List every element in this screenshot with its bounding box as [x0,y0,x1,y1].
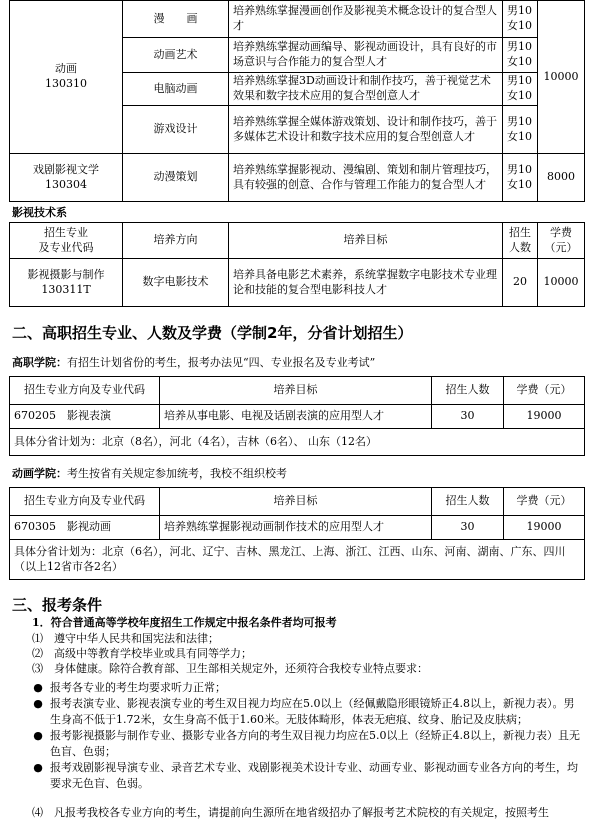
fee-cell: 10000 [538,1,585,154]
condition-heading: 1．符合普通高等学校年度招生工作规定中报名条件者均可报考 [32,616,337,629]
column-header: 招生人数 [432,377,504,405]
film-tech-table [9,222,585,307]
college-note-text: 有招生计划省份的考生，报考办法见“四、专业报名及专业考试” [67,356,376,369]
item-text: 遵守中华人民共和国宪法和法律； [54,632,219,645]
column-header: 招生专业方向及专业代码 [10,377,160,405]
goal-cell: 培养熟练掌握动画编导、影视动画设计，具有良好的市场意识与合作能力的复合型人才 [229,38,503,73]
list-item [32,696,584,728]
major-cell: 动画 130310 [10,1,123,154]
column-header: 学费（元） [504,377,585,405]
code-cell: 670305 影视动画 [10,516,160,540]
goal-cell: 培养熟练掌握全媒体游戏策划、设计和制作技巧，善于多媒体艺术设计和数字技术应用的复合型创意人才 [229,106,503,154]
count-cell: 20 [503,259,538,307]
table-row [10,1,585,38]
college-label: 高职学院： [12,356,67,369]
section-title: 三、报考条件 [12,596,103,614]
table-header-row [10,377,585,405]
college-note [12,467,287,482]
item-text: 报考各专业的考生均要求听力正常； [50,681,226,694]
major-cell: 影视摄影与制作 130311T [10,259,123,307]
table-header-row [10,488,585,516]
item-text: 报考影视摄影与制作专业、摄影专业各方向的考生双目视力均应在5.0以上（经矫正4.8以上，新视力表）且无色盲、色弱； [50,728,580,758]
table-row [10,259,585,307]
count-cell: 男10 女10 [503,38,538,73]
college-note [12,356,375,371]
plan-cell: 具体分省计划为：北京（8名），河北（4名），吉林（6名）、 山东（12名） [10,429,585,456]
list-item [32,760,584,792]
item-number: ⑵ [32,646,43,660]
list-item [32,647,584,662]
requirement-bullets [32,680,584,792]
column-header: 培养方向 [123,223,229,259]
top-major-table [9,0,585,202]
table-row [10,540,585,580]
college-label: 动画学院： [12,467,67,480]
count-cell: 男10 女10 [503,106,538,154]
direction-cell: 动画艺术 [123,38,229,73]
section-title: 二、高职招生专业、人数及学费（学制2年，分省计划招生） [12,324,413,342]
condition-list [32,632,584,677]
plan-cell: 具体分省计划为：北京（6名），河北、辽宁、吉林、黑龙江、上海、浙江、江西、山东、河南、湖南、广东、四川（以上12省市各2名） [10,540,585,580]
direction-cell: 数字电影技术 [123,259,229,307]
bullet-icon: ● [33,728,43,742]
table-row [10,154,585,202]
item-text: 高级中等教育学校毕业或具有同等学力； [54,646,252,660]
item-number: ⑷ [32,806,43,819]
table-row [10,516,585,540]
item-text: 报考戏剧影视导演专业、录音艺术专业、戏剧影视美术设计专业、动画专业、影视动画专业各方向的考生，均要求无色盲、色弱。 [50,760,578,790]
column-header: 培养目标 [229,223,503,259]
column-header: 招生专业 及专业代码 [10,223,123,259]
list-item [32,806,584,821]
gaozhi-table [9,376,585,456]
list-item [32,632,584,647]
donghua-table [9,487,585,580]
fee-cell: 10000 [538,259,585,307]
direction-cell: 游戏设计 [123,106,229,154]
item-number: ⑴ [32,632,43,645]
goal-cell: 培养熟练掌握影视动画制作技术的应用型人才 [160,516,432,540]
column-header: 招生人数 [432,488,504,516]
goal-cell: 培养熟练掌握3D动画设计和制作技巧，善于视觉艺术效果和数字技术应用的复合型创意人才 [229,73,503,106]
fee-cell: 19000 [504,516,585,540]
goal-cell: 培养具备电影艺术素养，系统掌握数字电影技术专业理论和技能的复合型电影科技人才 [229,259,503,307]
list-item [32,728,584,760]
goal-cell: 培养从事电影、电视及话剧表演的应用型人才 [160,405,432,429]
bullet-icon: ● [33,681,43,694]
table-header-row [10,223,585,259]
fee-cell: 19000 [504,405,585,429]
code-cell: 670205 影视表演 [10,405,160,429]
column-header: 招生 人数 [503,223,538,259]
count-cell: 30 [432,516,504,540]
item-text: 报考表演专业、影视表演专业的考生双目视力均应在5.0以上（经佩戴隐形眼镜矫正4.8以上，新视力表）。男生身高不低于1.72米，女生身高不低于1.60米。无肢体畸形，体表无疤痕、纹身、胎记及皮肤病； [50,696,575,726]
item-text: 凡报考我校各专业方向的考生，请提前向生源所在地省级招办了解报考艺术院校的有关规定，按照考生 [54,806,549,819]
fee-cell: 8000 [538,154,585,202]
column-header: 招生专业方向及专业代码 [10,488,160,516]
column-header: 学费 （元） [538,223,585,259]
count-cell: 男10 女10 [503,1,538,38]
bullet-icon: ● [33,760,43,774]
direction-cell: 漫 画 [123,1,229,38]
direction-cell: 电脑动画 [123,73,229,106]
goal-cell: 培养熟练掌握漫画创作及影视美术概念设计的复合型人才 [229,1,503,38]
list-item [32,662,584,677]
dept-title: 影视技术系 [12,206,67,219]
goal-cell: 培养熟练掌握影视动、漫编剧、策划和制片管理技巧，具有较强的创意、合作与管理工作能力的复合型人才 [229,154,503,202]
count-cell: 30 [432,405,504,429]
table-row [10,405,585,429]
count-cell: 男10 女10 [503,73,538,106]
bullet-icon: ● [33,696,43,710]
college-note-text: 考生按省有关规定参加统考，我校不组织校考 [67,467,287,480]
direction-cell: 动漫策划 [123,154,229,202]
column-header: 培养目标 [160,488,432,516]
major-cell: 戏剧影视文学 130304 [10,154,123,202]
column-header: 培养目标 [160,377,432,405]
item-number: ⑶ [32,661,43,675]
count-cell: 男10 女10 [503,154,538,202]
list-item [32,680,584,696]
item-text: 身体健康。除符合教育部、卫生部相关规定外，还须符合我校专业特点要求： [54,661,428,675]
table-row [10,429,585,456]
column-header: 学费（元） [504,488,585,516]
